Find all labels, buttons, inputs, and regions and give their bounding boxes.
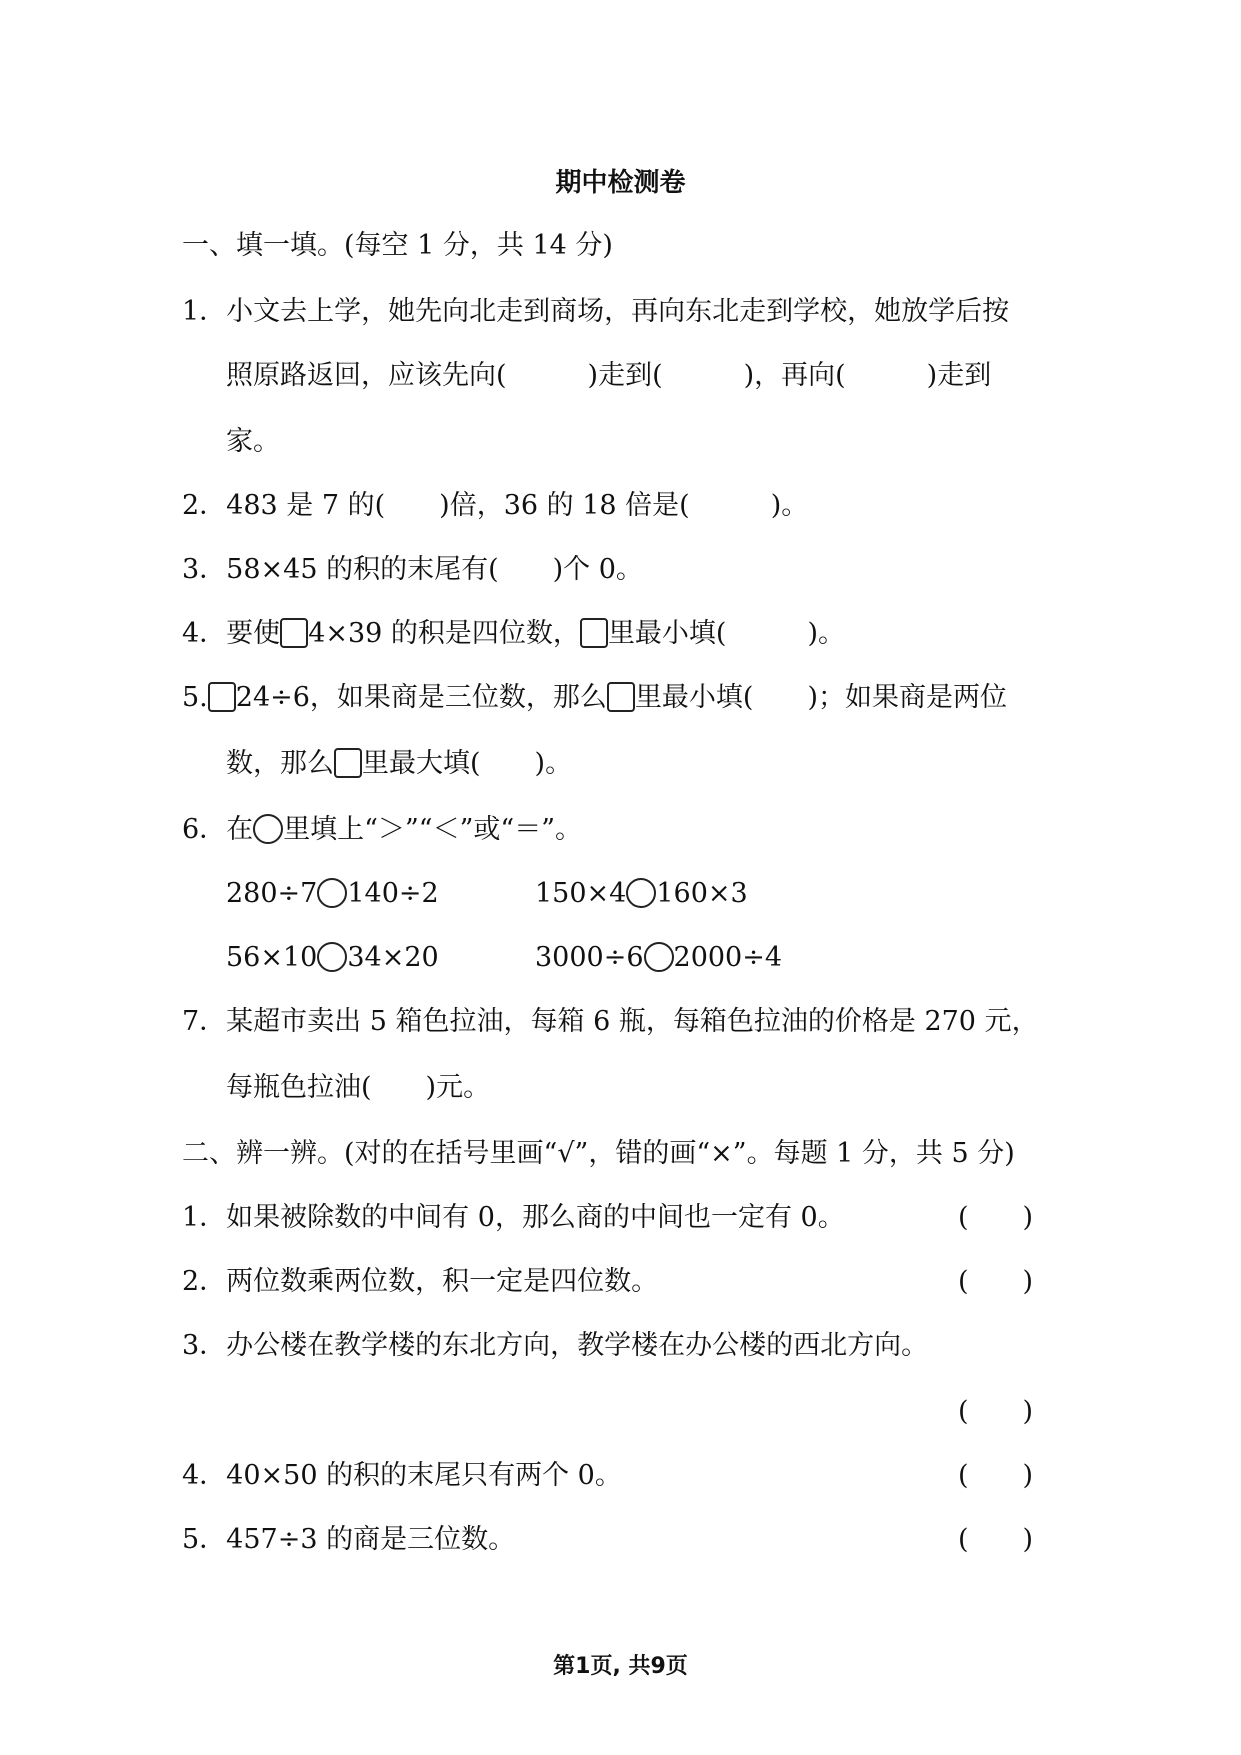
page-title: 期中检测卷 [555,168,686,198]
question-1-line-3: 家。 [226,426,280,457]
question-2: 2．483 是 7 的( )倍，36 的 18 倍是( )。 [182,490,809,521]
question-7-line-1: 7．某超市卖出 5 箱色拉油，每箱 6 瓶，每箱色拉油的价格是 270 元， [182,1006,1039,1037]
question-1-line-1: 1．小文去上学，她先向北走到商场，再向东北走到学校，她放学后按 [182,296,1010,327]
question-7-line-2: 每瓶色拉油( )元。 [226,1072,491,1103]
comparison-4-right: 2000÷4 [673,942,783,973]
answer-parentheses: ( ) [958,1266,1034,1297]
comparison-3-left: 56×10 [226,942,318,973]
judge-item-4: 4．40×50 的积的末尾只有两个 0。 [182,1460,622,1491]
answer-parentheses: ( ) [958,1202,1034,1233]
question-3: 3．58×45 的积的末尾有( )个 0。 [182,554,643,585]
question-4-text-c: 里最小填( )。 [607,618,846,649]
question-5-line-1 [182,680,1007,716]
question-4-text-a: 4．要使 [182,618,281,649]
judge-item-5: 5．457÷3 的商是三位数。 [182,1524,516,1555]
comparison-1 [226,876,439,912]
comparison-3 [226,940,439,976]
blank-square-box [334,748,362,778]
question-6 [182,812,582,848]
question-5-text-e: 里最大填( )。 [362,748,573,779]
section-2-header: 二、辨一辨。(对的在括号里画“√”，错的画“×”。每题 1 分，共 5 分) [182,1138,1015,1169]
question-6-text-b: 里填上“＞”“＜”或“＝”。 [283,814,583,845]
question-4-text-b: 4×39 的积是四位数， [308,618,580,649]
comparison-4-left: 3000÷6 [535,942,644,973]
judge-item-3: 3．办公楼在教学楼的东北方向，教学楼在办公楼的西北方向。 [182,1330,929,1361]
blank-square-box [208,682,236,712]
answer-parentheses: ( ) [958,1524,1034,1555]
judge-item-1: 1．如果被除数的中间有 0，那么商的中间也一定有 0。 [182,1202,845,1233]
blank-square-box [607,682,635,712]
comparison-2 [535,876,748,912]
blank-circle [317,878,347,908]
page-footer: 第1页, 共9页 [553,1654,688,1679]
question-5-text-c: 里最小填( )；如果商是两位 [634,682,1008,713]
blank-circle [317,942,347,972]
question-4 [182,616,845,652]
question-1-line-2: 照原路返回，应该先向( )走到( )，再向( )走到 [226,360,992,391]
question-5-text-b: 24÷6，如果商是三位数，那么 [235,682,607,713]
question-5-text-a: 5. [182,682,208,713]
question-6-text-a: 6．在 [182,814,254,845]
blank-circle [253,814,283,844]
blank-square-box [280,618,308,648]
question-5-text-d: 数，那么 [226,748,334,779]
blank-circle [644,942,674,972]
answer-parentheses: ( ) [958,1460,1034,1491]
comparison-2-left: 150×4 [535,878,627,909]
comparison-3-right: 34×20 [347,942,439,973]
blank-circle [626,878,656,908]
comparison-4 [535,940,782,976]
comparison-1-right: 140÷2 [347,878,439,909]
question-5-line-2 [226,746,572,782]
comparison-2-right: 160×3 [656,878,748,909]
comparison-1-left: 280÷7 [226,878,318,909]
blank-square-box [580,618,608,648]
judge-item-2: 2．两位数乘两位数，积一定是四位数。 [182,1266,659,1297]
answer-parentheses: ( ) [958,1396,1034,1427]
section-1-header: 一、填一填。(每空 1 分，共 14 分) [182,230,613,261]
